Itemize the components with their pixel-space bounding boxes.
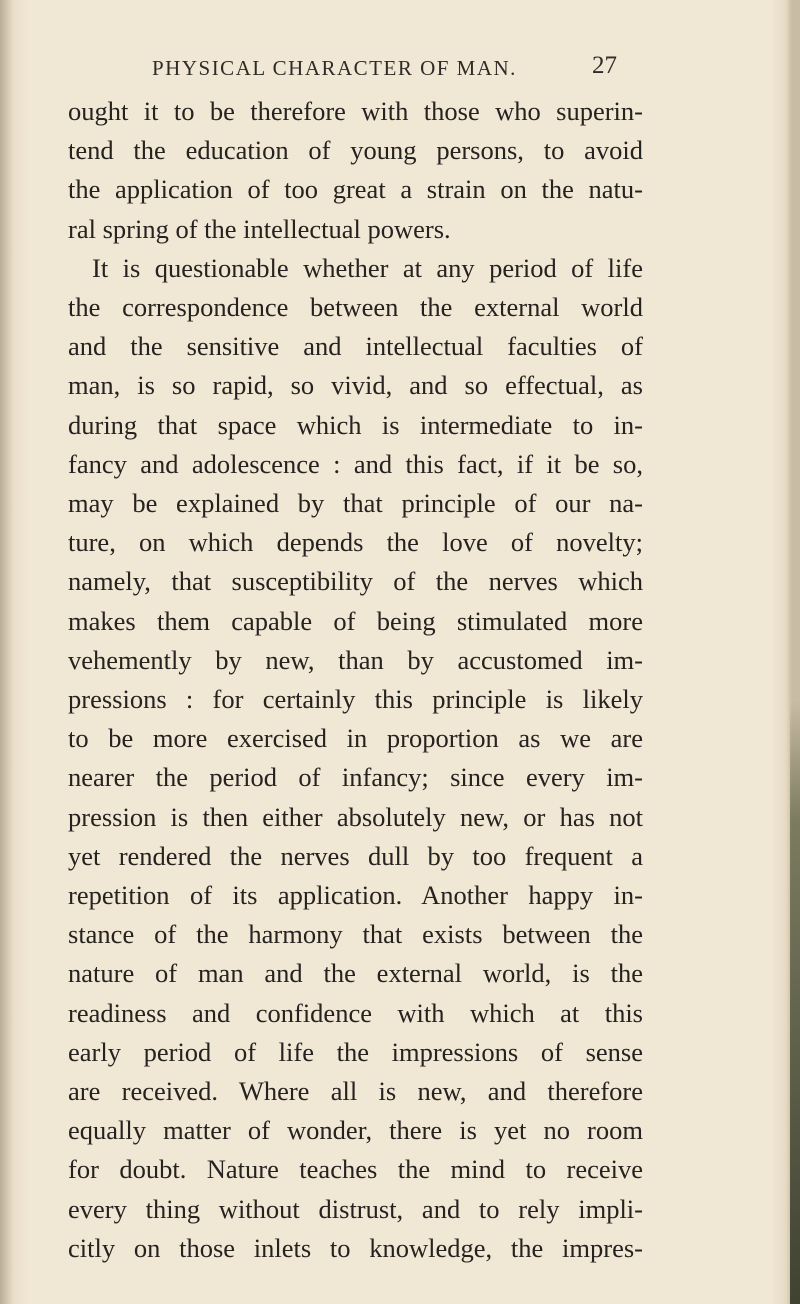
text-line: for doubt. Nature teaches the mind to receive — [68, 1154, 643, 1185]
text-line: pressions : for certainly this principle is likely — [68, 684, 643, 715]
text-line: makes them capable of being stimulated more — [68, 605, 643, 636]
text-line: readiness and confidence with which at this — [68, 997, 643, 1028]
text-line: repetition of its application. Another happy in- — [68, 880, 643, 911]
text-line: ought it to be therefore with those who superin- — [68, 96, 643, 126]
text-line: nature of man and the external world, is the — [68, 958, 643, 989]
text-line: to be more exercised in proportion as we are — [68, 723, 643, 754]
spine-shadow — [0, 0, 14, 1304]
running-title: PHYSICAL CHARACTER OF MAN. — [152, 56, 517, 80]
page-edge — [790, 700, 800, 1304]
text-line: equally matter of wonder, there is yet no room — [68, 1115, 643, 1146]
text-line: nearer the period of infancy; since every im- — [68, 762, 643, 793]
text-line: the correspondence between the external world — [68, 292, 643, 323]
text-line: tend the education of young persons, to avoid — [68, 135, 643, 166]
text-line: every thing without distrust, and to rely impli- — [68, 1193, 643, 1224]
text-line: and the sensitive and intellectual faculties of — [68, 331, 643, 362]
text-line: vehemently by new, than by accustomed im- — [68, 644, 643, 675]
text-line: yet rendered the nerves dull by too frequent a — [68, 840, 643, 871]
text-line: ture, on which depends the love of novelty; — [68, 527, 643, 558]
text-line: stance of the harmony that exists between the — [68, 919, 643, 950]
text-line: are received. Where all is new, and therefore — [68, 1076, 643, 1107]
text-line: ral spring of the intellectual powers. — [68, 213, 451, 244]
text-line: pression is then either absolutely new, or has not — [68, 801, 643, 832]
text-line: early period of life the impressions of sense — [68, 1036, 643, 1067]
text-line: fancy and adolescence : and this fact, if it be so, — [68, 448, 643, 479]
text-line: It is questionable whether at any period of life — [92, 252, 643, 283]
body-text — [68, 92, 643, 1268]
text-line: citly on those inlets to knowledge, the impres- — [68, 1232, 643, 1263]
text-line: the application of too great a strain on the natu- — [68, 174, 643, 205]
text-line: during that space which is intermediate to in- — [68, 409, 643, 440]
text-line: man, is so rapid, so vivid, and so effectual, as — [68, 370, 643, 401]
page-number: 27 — [592, 52, 617, 79]
text-line: namely, that susceptibility of the nerves which — [68, 566, 643, 597]
text-line: may be explained by that principle of our na- — [68, 488, 643, 519]
